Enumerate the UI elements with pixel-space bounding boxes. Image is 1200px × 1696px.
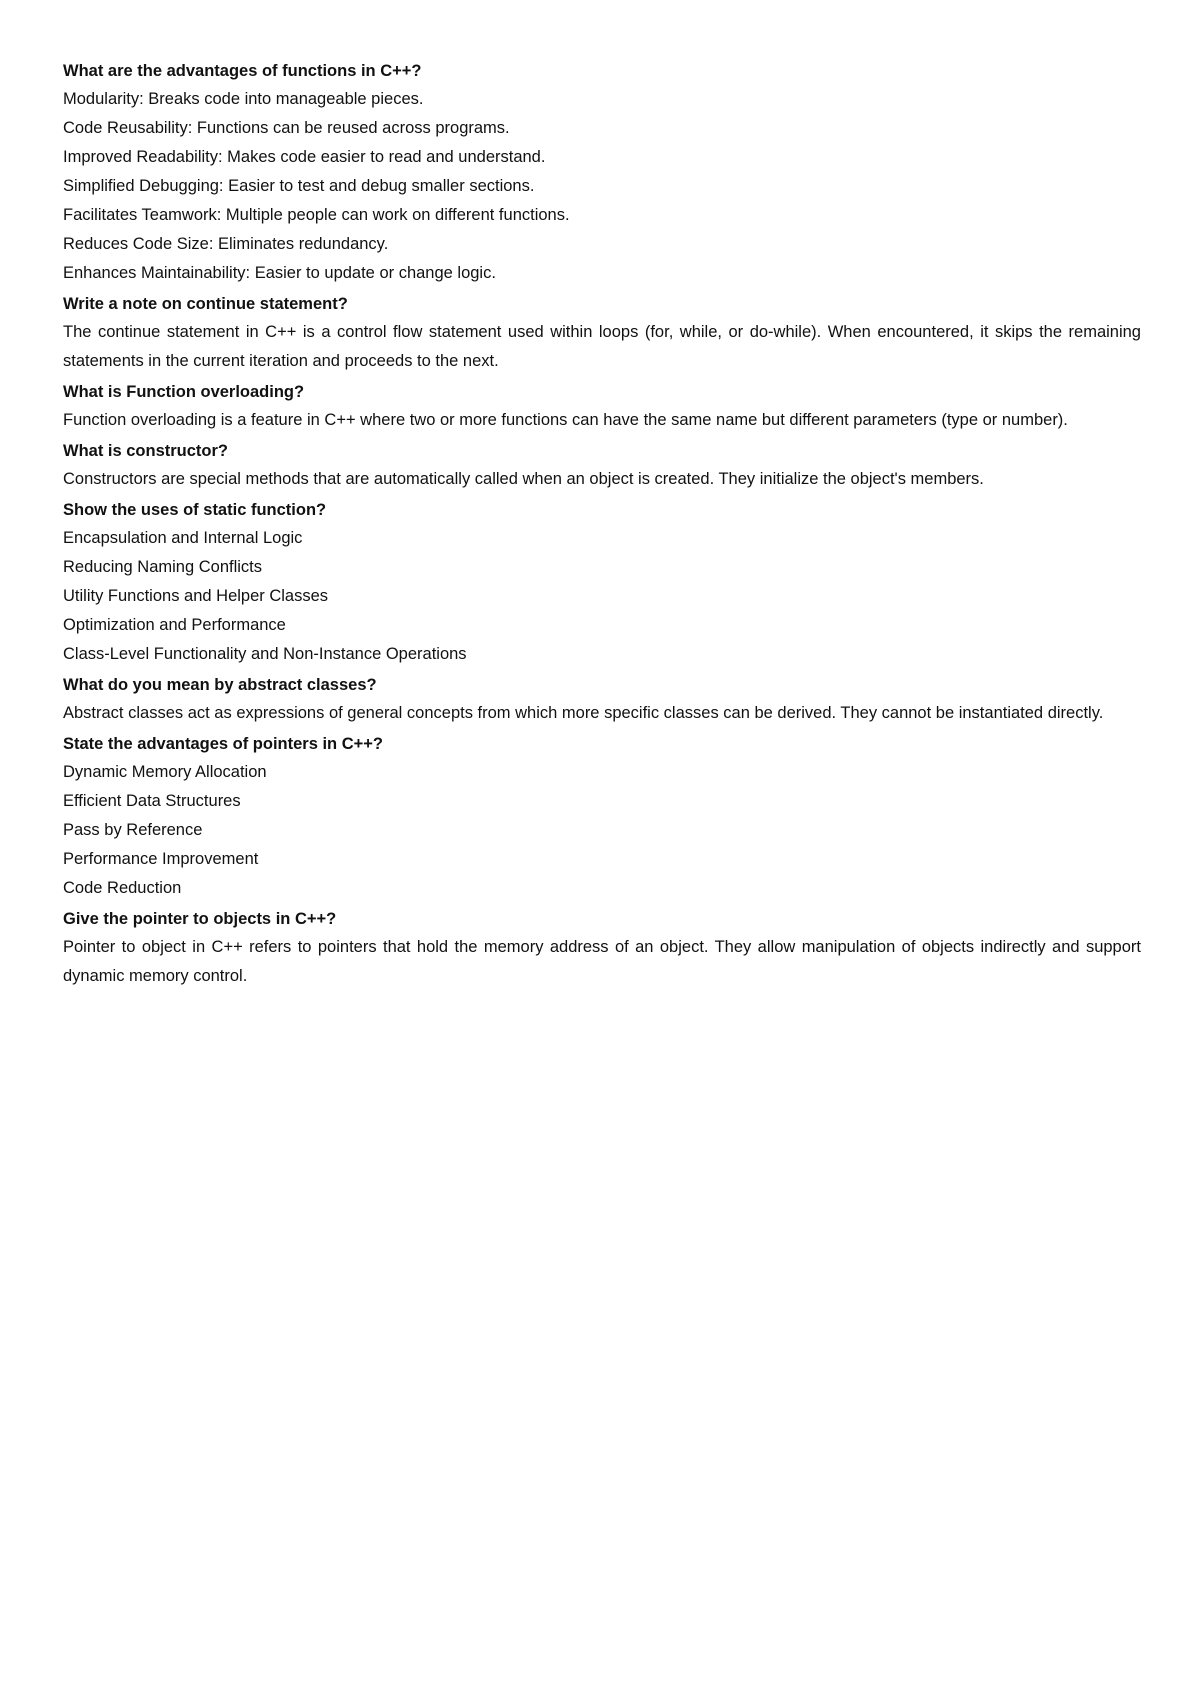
- section-pointer-advantages: [63, 728, 1141, 903]
- list-item: Simplified Debugging: Easier to test and debug smaller sections.: [63, 177, 535, 195]
- list-item: Reduces Code Size: Eliminates redundancy.: [63, 235, 389, 253]
- answer-paragraph: Constructors are special methods that are automatically called when an object is created. They initialize the object's members.: [63, 470, 984, 488]
- list-item: Class-Level Functionality and Non-Instance Operations: [63, 645, 467, 663]
- list-item: Pass by Reference: [63, 821, 203, 839]
- question-heading: State the advantages of pointers in C++?: [63, 735, 383, 753]
- answer-paragraph: The continue statement in C++ is a control flow statement used within loops (for, while, or do-while). When encountered, it skips the remaining statements in the current iteration and proceeds to the next.: [63, 323, 1141, 370]
- list-item: Optimization and Performance: [63, 616, 286, 634]
- question-heading: What is Function overloading?: [63, 383, 305, 401]
- question-heading: Give the pointer to objects in C++?: [63, 910, 337, 928]
- list-item: Code Reduction: [63, 879, 182, 897]
- section-pointer-to-objects: [63, 903, 1141, 991]
- list-item: Code Reusability: Functions can be reused across programs.: [63, 119, 510, 137]
- list-item: Performance Improvement: [63, 850, 259, 868]
- list-item: Enhances Maintainability: Easier to update or change logic.: [63, 264, 496, 282]
- list-item: Efficient Data Structures: [63, 792, 241, 810]
- list-item: Encapsulation and Internal Logic: [63, 529, 303, 547]
- answer-paragraph: Abstract classes act as expressions of general concepts from which more specific classes can be derived. They cannot be instantiated directly.: [63, 704, 1104, 722]
- list-item: Improved Readability: Makes code easier to read and understand.: [63, 148, 546, 166]
- section-functions-advantages: [63, 58, 1141, 288]
- question-heading: What do you mean by abstract classes?: [63, 676, 377, 694]
- list-item: Reducing Naming Conflicts: [63, 558, 263, 576]
- question-heading: What are the advantages of functions in C++?: [63, 62, 422, 80]
- section-abstract-classes: [63, 669, 1141, 728]
- list-item: Dynamic Memory Allocation: [63, 763, 267, 781]
- list-item: Facilitates Teamwork: Multiple people can work on different functions.: [63, 206, 570, 224]
- list-item: Modularity: Breaks code into manageable pieces.: [63, 90, 424, 108]
- section-static-function: [63, 494, 1141, 669]
- list-item: Utility Functions and Helper Classes: [63, 587, 329, 605]
- answer-paragraph: Pointer to object in C++ refers to pointers that hold the memory address of an object. They allow manipulation of objects indirectly and support dynamic memory control.: [63, 938, 1141, 985]
- section-constructor: [63, 435, 1141, 494]
- section-continue-statement: [63, 288, 1141, 376]
- section-function-overloading: [63, 376, 1141, 435]
- answer-paragraph: Function overloading is a feature in C++ where two or more functions can have the same name but different parameters (type or number).: [63, 411, 1068, 429]
- question-heading: What is constructor?: [63, 442, 229, 460]
- question-heading: Show the uses of static function?: [63, 501, 327, 519]
- document-page: [63, 58, 1141, 991]
- question-heading: Write a note on continue statement?: [63, 295, 348, 313]
